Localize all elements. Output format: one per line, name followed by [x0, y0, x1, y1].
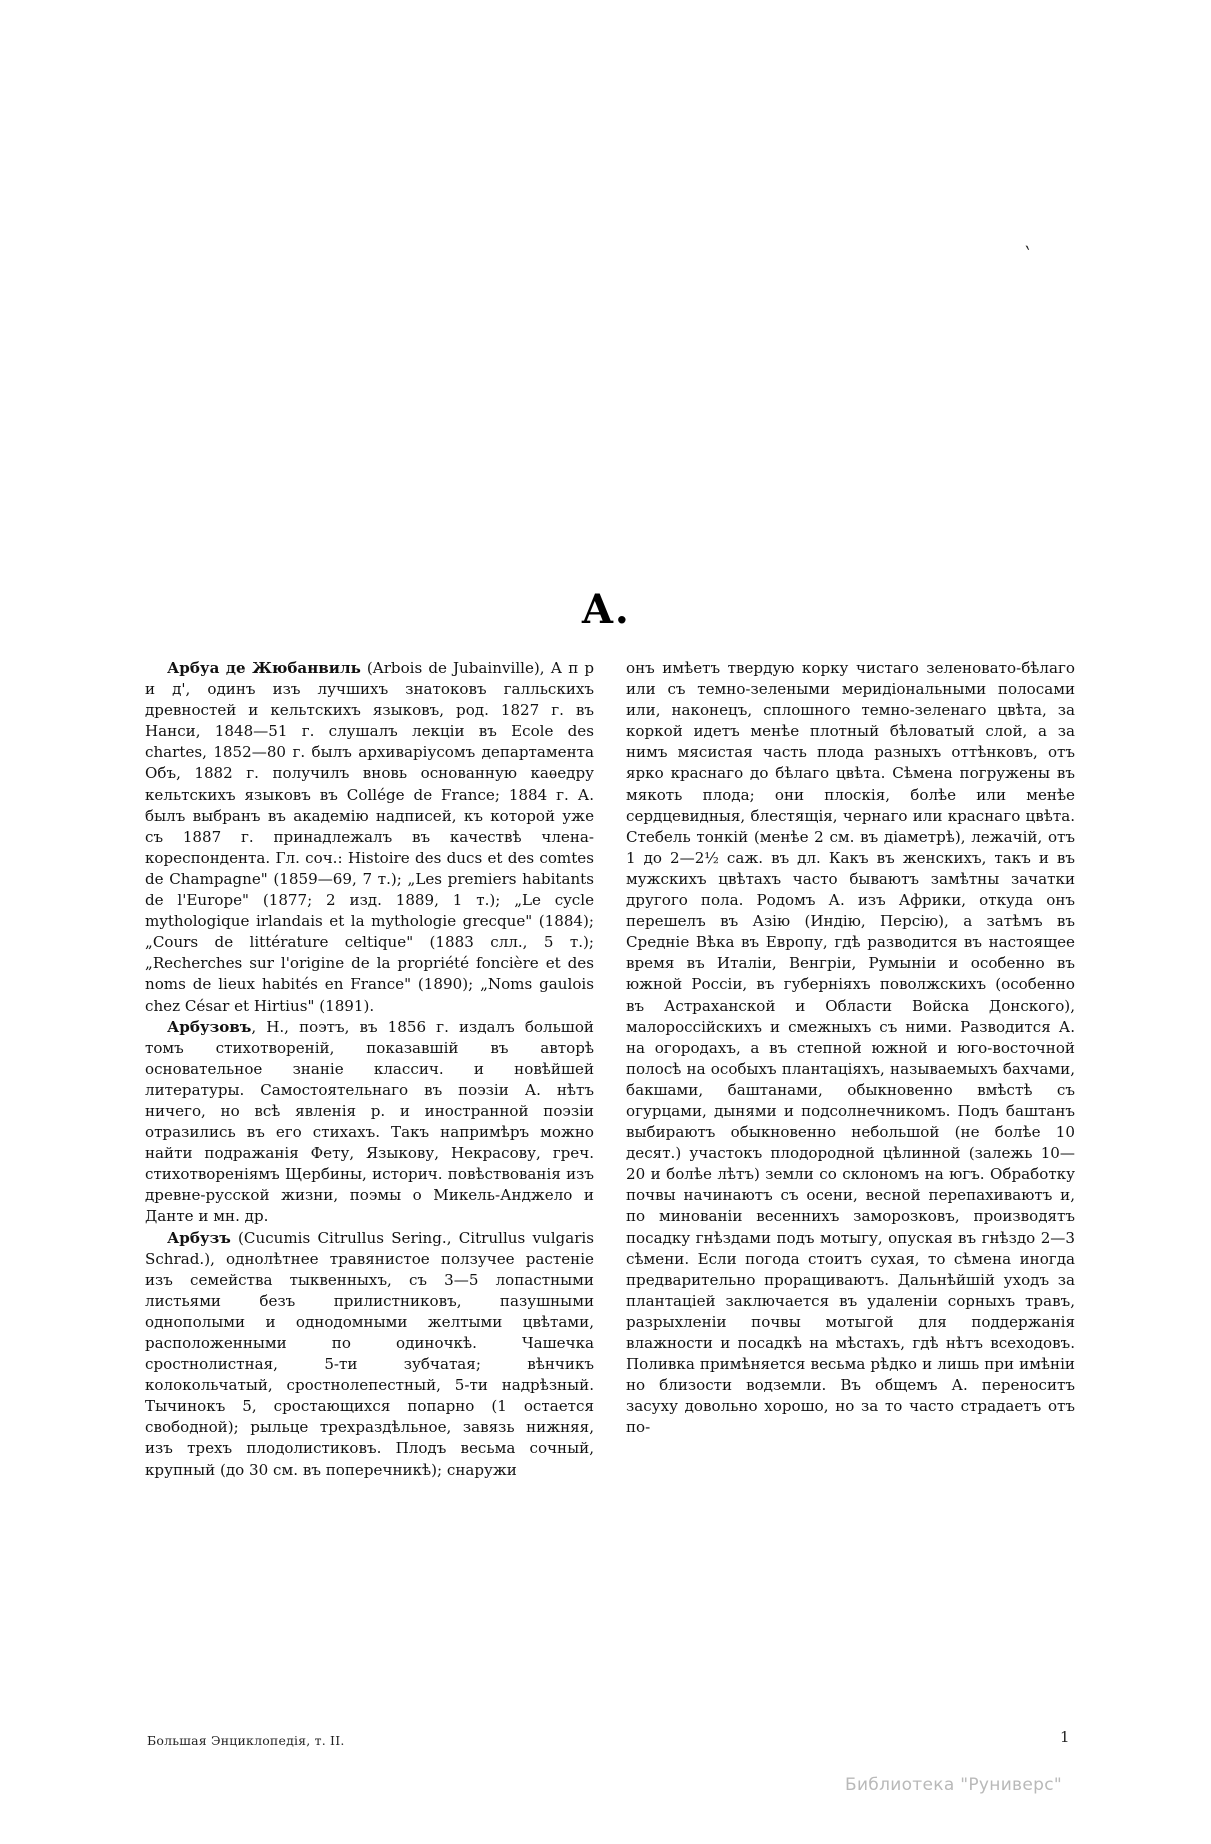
- column-left: [145, 658, 594, 1718]
- dictionary-entry-continued: [626, 658, 1075, 1438]
- dictionary-entry: [145, 1017, 594, 1228]
- stray-ink-mark: `: [1019, 242, 1035, 268]
- entry-body: (Arbois de Jubainville), А п р и д', одинъ изъ лучшихъ знатоковъ галльскихъ древностей и кельтскихъ языковъ, род. 1827 г. въ Нанси, 1848—51 г. слушалъ лекціи въ Ecole des chartes, 1852—80 г. былъ архиваріусомъ департамента Объ, 1882 г. получилъ вновь основанную каѳедру кельтскихъ языковъ въ Collége de France; 1884 г. А. былъ выбранъ въ академію надписей, къ которой уже съ 1887 г. принадлежалъ въ качествѣ члена-кореспондента. Гл. соч.: Histoire des ducs et des comtes de Champagne" (1859—69, 7 т.); „Les premiers habitants de l'Europe" (1877; 2 изд. 1889, 1 т.); „Le cycle mythologique irlandais et la mythologie grecque" (1884); „Cours de littérature celtique" (1883 слл., 5 т.); „Recherches sur l'origine de la propriété foncière et des noms de lieux habités en France" (1890); „Noms gaulois chez César et Hirtius" (1891).: [145, 659, 594, 1015]
- entry-headword: Арбузовъ: [167, 1017, 252, 1036]
- entry-body: онъ имѣетъ твердую корку чистаго зеленовато-бѣлаго или съ темно-зелеными меридіональными полосами или, наконецъ, сплошного темно-зеленаго цвѣта, за коркой идетъ менѣе плотный бѣловатый слой, а за нимъ мясистая часть плода разныхъ оттѣнковъ, отъ ярко краснаго до бѣлаго цвѣта. Сѣмена погружены въ мякоть плода; они плоскія, болѣе или менѣе сердцевидныя, блестящія, чернаго или краснаго цвѣта. Стебель тонкій (менѣе 2 см. въ діаметрѣ), лежачій, отъ 1 до 2—2½ саж. въ дл. Какъ въ женскихъ, такъ и въ мужскихъ цвѣтахъ часто бываютъ замѣтны зачатки другого пола. Родомъ А. изъ Африки, откуда онъ перешелъ въ Азію (Индію, Персію), а затѣмъ въ Средніе Вѣка въ Европу, гдѣ разводится въ настоящее время въ Италіи, Венгріи, Румыніи и особенно въ южной Россіи, въ губерніяхъ поволжскихъ (особенно въ Астраханской и Области Войска Донского), малороссійскихъ и смежныхъ съ ними. Разводится А. на огородахъ, а въ степной южной и юго-восточной полосѣ на особыхъ плантаціяхъ, называемыхъ бахчами, бакшами, баштанами, обыкновенно вмѣстѣ съ огурцами, дынями и подсолнечникомъ. Подъ баштанъ выбираютъ обыкновенно небольшой (не болѣе 10 десят.) участокъ плодородной цѣлинной (залежь 10—20 и болѣе лѣтъ) земли со склономъ на югъ. Обработку почвы начинаютъ съ осени, весной перепахиваютъ и, по минованіи весеннихъ заморозковъ, производятъ посадку гнѣздами подъ мотыгу, опуская въ гнѣздо 2—3 сѣмени. Если погода стоитъ сухая, то сѣмена иногда предварительно проращиваютъ. Дальнѣйшій уходъ за плантаціей заключается въ удаленіи сорныхъ травъ, разрыхленіи почвы мотыгой для поддержанія влажности и посадкѣ на мѣстахъ, гдѣ нѣтъ всеходовъ. Поливка примѣняется весьма рѣдко и лишь при имѣніи но близости водземли. Въ общемъ А. переноситъ засуху довольно хорошо, но за то часто страдаетъ отъ по-: [626, 659, 1075, 1437]
- footer-volume-label: Большая Энциклопедія, т. II.: [147, 1733, 345, 1748]
- entry-headword: Арбуа де Жюбанвиль: [167, 659, 361, 677]
- dictionary-entry: [145, 1228, 594, 1481]
- dictionary-entry: [145, 658, 594, 1017]
- page-title: А.: [581, 586, 630, 633]
- library-watermark: Библиотека "Руниверс": [845, 1775, 1062, 1795]
- entry-body: (Cucumis Citrullus Sering., Citrullus vulgaris Schrad.), однолѣтнее травянистое ползучее растеніе изъ семейства тыквенныхъ, съ 3—5 лопастными листьями безъ прилистниковъ, пазушными однополыми и однодомными желтыми цвѣтами, расположенными по одиночкѣ. Чашечка сростнолистная, 5-ти зубчатая; вѣнчикъ колокольчатый, сростнолепестный, 5-ти надрѣзный. Тычинокъ 5, сростающихся попарно (1 остается свободной); рыльце трехраздѣльное, завязь нижняя, изъ трехъ плодолистиковъ. Плодъ весьма сочный, крупный (до 30 см. въ поперечникѣ); снаружи: [145, 1228, 594, 1479]
- entry-headword: Арбузъ: [167, 1228, 231, 1247]
- page-number: 1: [1060, 1728, 1070, 1746]
- text-columns: [145, 658, 1075, 1718]
- entry-body: , Н., поэтъ, въ 1856 г. издалъ большой томъ стихотвореній, показавшій въ авторѣ основательное знаніе классич. и новѣйшей литературы. Самостоятельнаго въ поэзіи А. нѣтъ ничего, но всѣ явленія р. и иностранной поэзіи отразились въ его стихахъ. Такъ напримѣръ можно найти подражанія Фету, Языкову, Некрасову, греч. стихотвореніямъ Щербины, историч. повѣствованія изъ древне-русской жизни, поэмы о Микель-Анджело и Данте и мн. др.: [145, 1017, 594, 1226]
- column-right: [626, 658, 1075, 1718]
